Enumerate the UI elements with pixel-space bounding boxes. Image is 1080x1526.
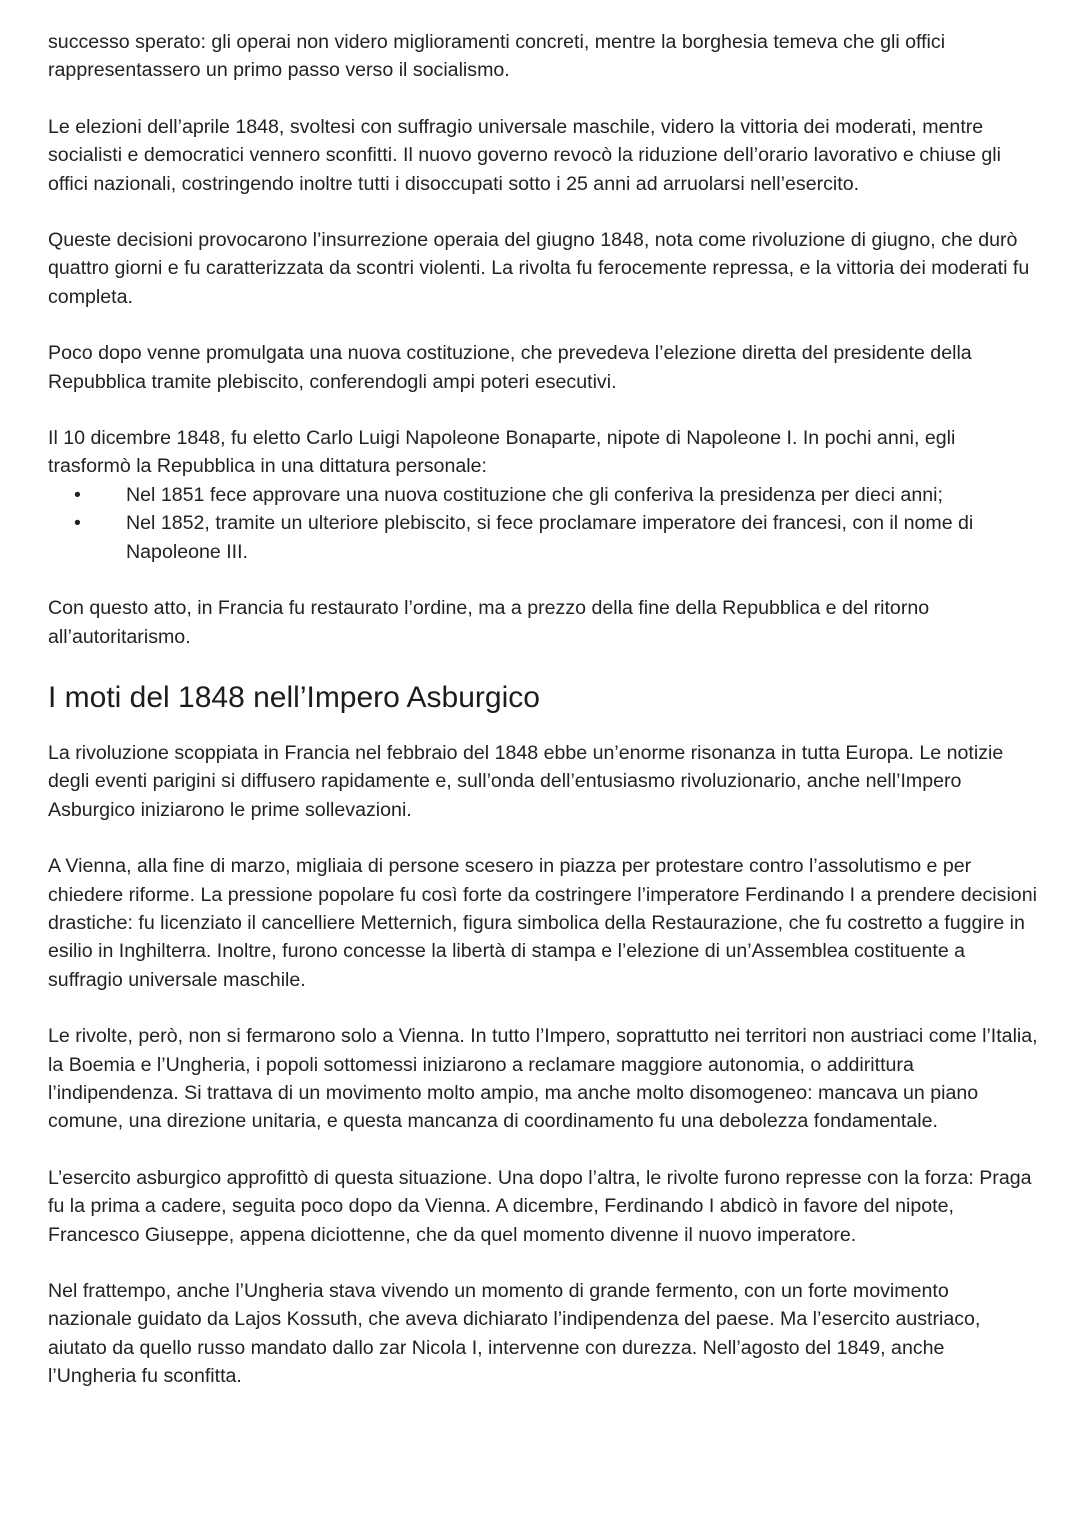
document-page [48, 28, 1038, 1419]
paragraph: Le elezioni dell’aprile 1848, svoltesi con suffragio universale maschile, videro la vittoria dei moderati, mentre socialisti e democratici vennero sconfitti. Il nuovo governo revocò la riduzione dell’orario lavorativo e chiuse gli offici nazionali, costringendo inoltre tutti i disoccupati sotto i 25 anni ad arruolarsi nell’esercito. [48, 115, 1001, 195]
bullet-icon: • [74, 483, 81, 506]
section-heading: I moti del 1848 nell’Impero Asburgico [48, 680, 540, 714]
bullet-list [48, 481, 1038, 566]
paragraph: L’esercito asburgico approfittò di questa situazione. Una dopo l’altra, le rivolte furono represse con la forza: Praga fu la prima a cadere, seguita poco dopo da Vienna. A dicembre, Ferdinando I abdicò in favore del nipote, Francesco Giuseppe, appena diciottenne, che da quel momento divenne il nuovo imperatore. [48, 1166, 1032, 1246]
paragraph: Nel frattempo, anche l’Ungheria stava vivendo un momento di grande fermento, con un forte movimento nazionale guidato da Lajos Kossuth, che aveva dichiarato l’indipendenza del paese. Ma l’esercito austriaco, aiutato da quello russo mandato dallo zar Nicola I, intervenne con durezza. Nell’agosto del 1849, anche l’Ungheria fu sconfitta. [48, 1280, 981, 1388]
list-item [48, 481, 1038, 509]
paragraph: successo sperato: gli operai non videro miglioramenti concreti, mentre la borghesia temeva che gli offici rappresentassero un primo passo verso il socialismo. [48, 31, 946, 82]
paragraph: Le rivolte, però, non si fermarono solo a Vienna. In tutto l’Impero, soprattutto nei territori non austriaci come l’Italia, la Boemia e l’Ungheria, i popoli sottomessi iniziarono a reclamare maggiore autonomia, o addirittura l’indipendenza. Si trattava di un movimento molto ampio, ma anche molto disomogeneo: mancava un piano comune, una direzione unitaria, e questa mancanza di coordinamento fu una debolezza fondamentale. [48, 1025, 1038, 1133]
list-item [48, 509, 1038, 566]
paragraph: A Vienna, alla fine di marzo, migliaia di persone scesero in piazza per protestare contro l’assolutismo e per chiedere riforme. La pressione popolare fu così forte da costringere l’imperatore Ferdinando I a prendere decisioni drastiche: fu licenziato il cancelliere Metternich, figura simbolica della Restaurazione, che fu costretto a fuggire in esilio in Inghilterra. Inoltre, furono concesse la libertà di stampa e l’elezione di un’Assemblea costituente a suffragio universale maschile. [48, 855, 1037, 991]
paragraph: Con questo atto, in Francia fu restaurato l’ordine, ma a prezzo della fine della Repubblica e del ritorno all’autoritarismo. [48, 597, 930, 648]
paragraph: Poco dopo venne promulgata una nuova costituzione, che prevedeva l’elezione diretta del presidente della Repubblica tramite plebiscito, conferendogli ampi poteri esecutivi. [48, 342, 972, 393]
list-item-text: Nel 1851 fece approvare una nuova costituzione che gli conferiva la presidenza per dieci anni; [126, 483, 943, 506]
paragraph: Il 10 dicembre 1848, fu eletto Carlo Luigi Napoleone Bonaparte, nipote di Napoleone I. In pochi anni, egli trasformò la Repubblica in una dittatura personale: [48, 427, 956, 478]
list-item-text: Nel 1852, tramite un ulteriore plebiscito, si fece proclamare imperatore dei francesi, con il nome di Napoleone III. [126, 512, 974, 563]
bullet-icon: • [74, 512, 81, 535]
paragraph: La rivoluzione scoppiata in Francia nel febbraio del 1848 ebbe un’enorme risonanza in tutta Europa. Le notizie degli eventi parigini si diffusero rapidamente e, sull’onda dell’entusiasmo rivoluzionario, anche nell’Impero Asburgico iniziarono le prime sollevazioni. [48, 741, 1004, 821]
paragraph: Queste decisioni provocarono l’insurrezione operaia del giugno 1848, nota come rivoluzione di giugno, che durò quattro giorni e fu caratterizzata da scontri violenti. La rivolta fu ferocemente repressa, e la vittoria dei moderati fu completa. [48, 229, 1030, 308]
